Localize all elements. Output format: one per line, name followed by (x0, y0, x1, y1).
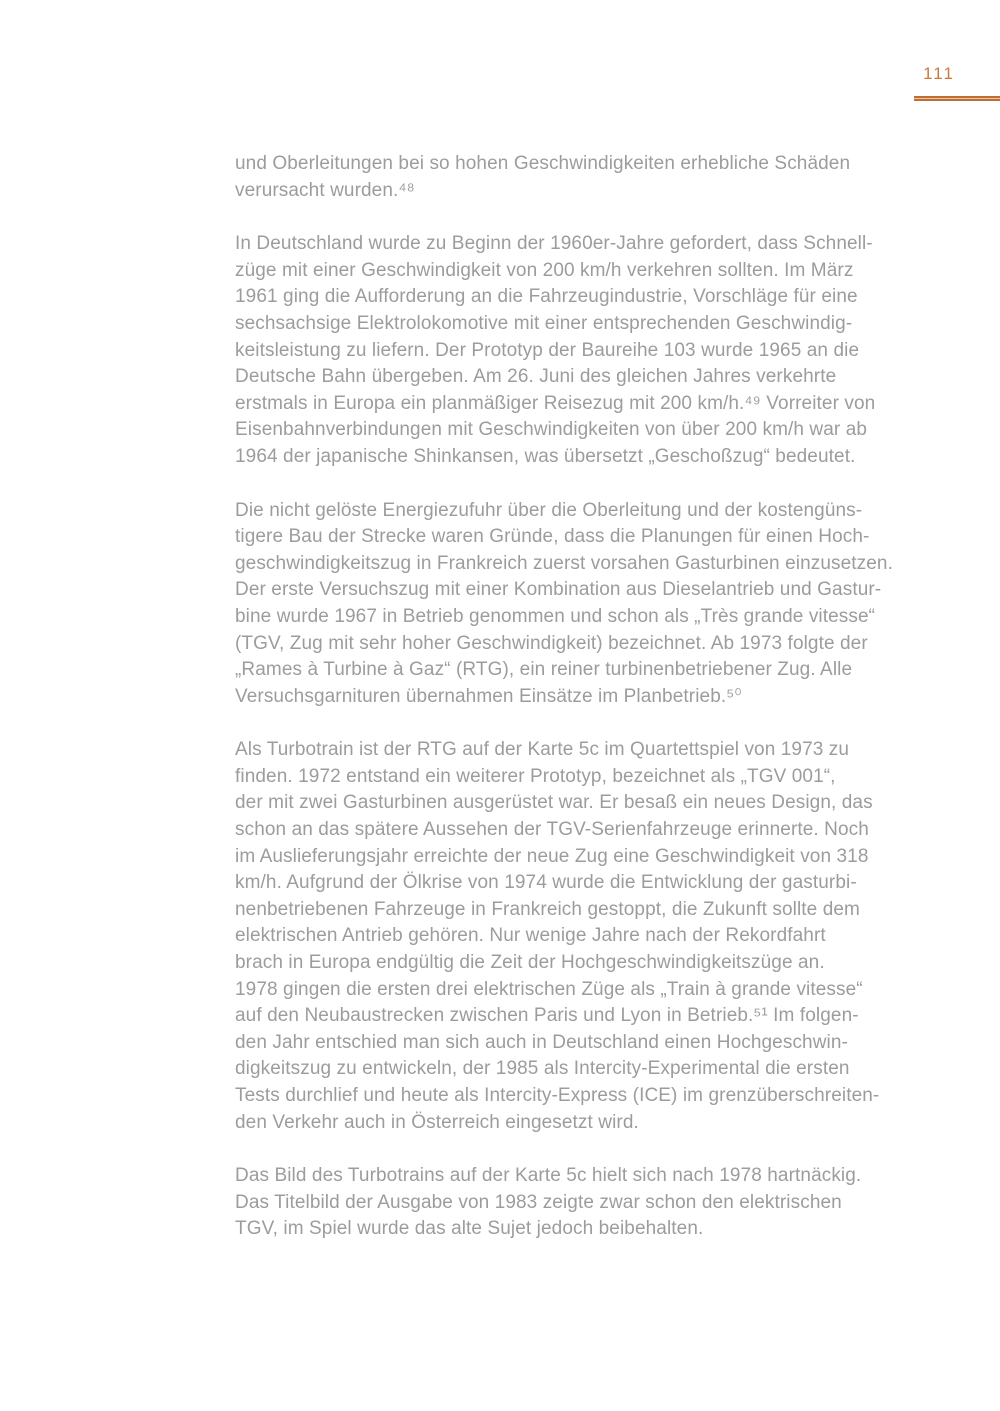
text-line: Der erste Versuchszug mit einer Kombination aus Dieselantrieb und Gastur- (235, 579, 882, 601)
text-line: erstmals in Europa ein planmäßiger Reisezug mit 200 km/h.⁴⁹ Vorreiter von (235, 392, 876, 414)
text-line: km/h. Aufgrund der Ölkrise von 1974 wurde die Entwicklung der gasturbi- (235, 872, 857, 894)
text-line: keitsleistung zu liefern. Der Prototyp der Baureihe 103 wurde 1965 an die (235, 339, 860, 361)
text-line: In Deutschland wurde zu Beginn der 1960er-Jahre gefordert, dass Schnell- (235, 233, 873, 255)
text-line: Versuchsgarnituren übernahmen Einsätze im Planbetrieb.⁵⁰ (235, 685, 742, 707)
text-line: schon an das spätere Aussehen der TGV-Serienfahrzeuge erinnerte. Noch (235, 819, 869, 841)
text-line: geschwindigkeitszug in Frankreich zuerst vorsahen Gasturbinen einzusetzen. (235, 552, 893, 574)
text-line: tigere Bau der Strecke waren Gründe, dass die Planungen für einen Hoch- (235, 526, 870, 548)
paragraph (235, 151, 907, 204)
text-line: Als Turbotrain ist der RTG auf der Karte 5c im Quartettspiel von 1973 zu (235, 739, 850, 761)
page-body (235, 151, 907, 1270)
paragraph (235, 231, 907, 470)
text-line: sechsachsige Elektrolokomotive mit einer entsprechenden Geschwindig- (235, 312, 853, 334)
text-line: elektrischen Antrieb gehören. Nur wenige Jahre nach der Rekordfahrt (235, 925, 826, 947)
text-line: Das Titelbild der Ausgabe von 1983 zeigte zwar schon den elektrischen (235, 1191, 842, 1213)
text-line: züge mit einer Geschwindigkeit von 200 km/h verkehren sollten. Im März (235, 259, 854, 281)
text-line: finden. 1972 entstand ein weiterer Prototyp, bezeichnet als „TGV 001“, (235, 765, 836, 787)
text-line: digkeitszug zu entwickeln, der 1985 als Intercity-Experimental die ersten (235, 1058, 850, 1080)
text-line: Eisenbahnverbindungen mit Geschwindigkeiten von über 200 km/h war ab (235, 419, 868, 441)
text-line: „Rames à Turbine à Gaz“ (RTG), ein reiner turbinenbetriebener Zug. Alle (235, 659, 853, 681)
text-line: 1964 der japanische Shinkansen, was übersetzt „Geschoßzug“ bedeutet. (235, 445, 856, 467)
text-line: und Oberleitungen bei so hohen Geschwindigkeiten erhebliche Schäden (235, 153, 851, 174)
paragraph (235, 498, 907, 711)
text-line: Die nicht gelöste Energiezufuhr über die Oberleitung und der kostengüns- (235, 499, 863, 521)
page-number: 111 (923, 64, 955, 83)
text-line: 1961 ging die Aufforderung an die Fahrzeugindustrie, Vorschläge für eine (235, 286, 858, 308)
text-line: brach in Europa endgültig die Zeit der Hochgeschwindigkeitszüge an. (235, 952, 825, 974)
text-line: der mit zwei Gasturbinen ausgerüstet war. Er besaß ein neues Design, das (235, 792, 873, 814)
text-line: nenbetriebenen Fahrzeuge in Frankreich gestoppt, die Zukunft sollte dem (235, 898, 860, 920)
text-line: verursacht wurden.⁴⁸ (235, 179, 415, 201)
paragraph (235, 737, 907, 1136)
text-line: 1978 gingen die ersten drei elektrischen Züge als „Train à grande vitesse“ (235, 978, 863, 1000)
text-line: Tests durchlief und heute als Intercity-Express (ICE) im grenzüberschreiten- (235, 1085, 880, 1106)
text-line: TGV, im Spiel wurde das alte Sujet jedoch beibehalten. (235, 1218, 704, 1240)
text-line: auf den Neubaustrecken zwischen Paris und Lyon in Betrieb.⁵¹ Im folgen- (235, 1005, 859, 1027)
header-rule (914, 96, 1000, 101)
text-line: den Verkehr auch in Österreich eingesetzt wird. (235, 1111, 639, 1133)
paragraph (235, 1163, 907, 1243)
text-line: den Jahr entschied man sich auch in Deutschland einen Hochgeschwin- (235, 1031, 848, 1053)
text-line: Das Bild des Turbotrains auf der Karte 5c hielt sich nach 1978 hartnäckig. (235, 1165, 862, 1187)
text-line: bine wurde 1967 in Betrieb genommen und schon als „Très grande vitesse“ (235, 605, 876, 627)
text-line: Deutsche Bahn übergeben. Am 26. Juni des gleichen Jahres verkehrte (235, 366, 837, 388)
text-line: im Auslieferungsjahr erreichte der neue Zug eine Geschwindigkeit von 318 (235, 845, 869, 867)
text-line: (TGV, Zug mit sehr hoher Geschwindigkeit) bezeichnet. Ab 1973 folgte der (235, 632, 868, 654)
